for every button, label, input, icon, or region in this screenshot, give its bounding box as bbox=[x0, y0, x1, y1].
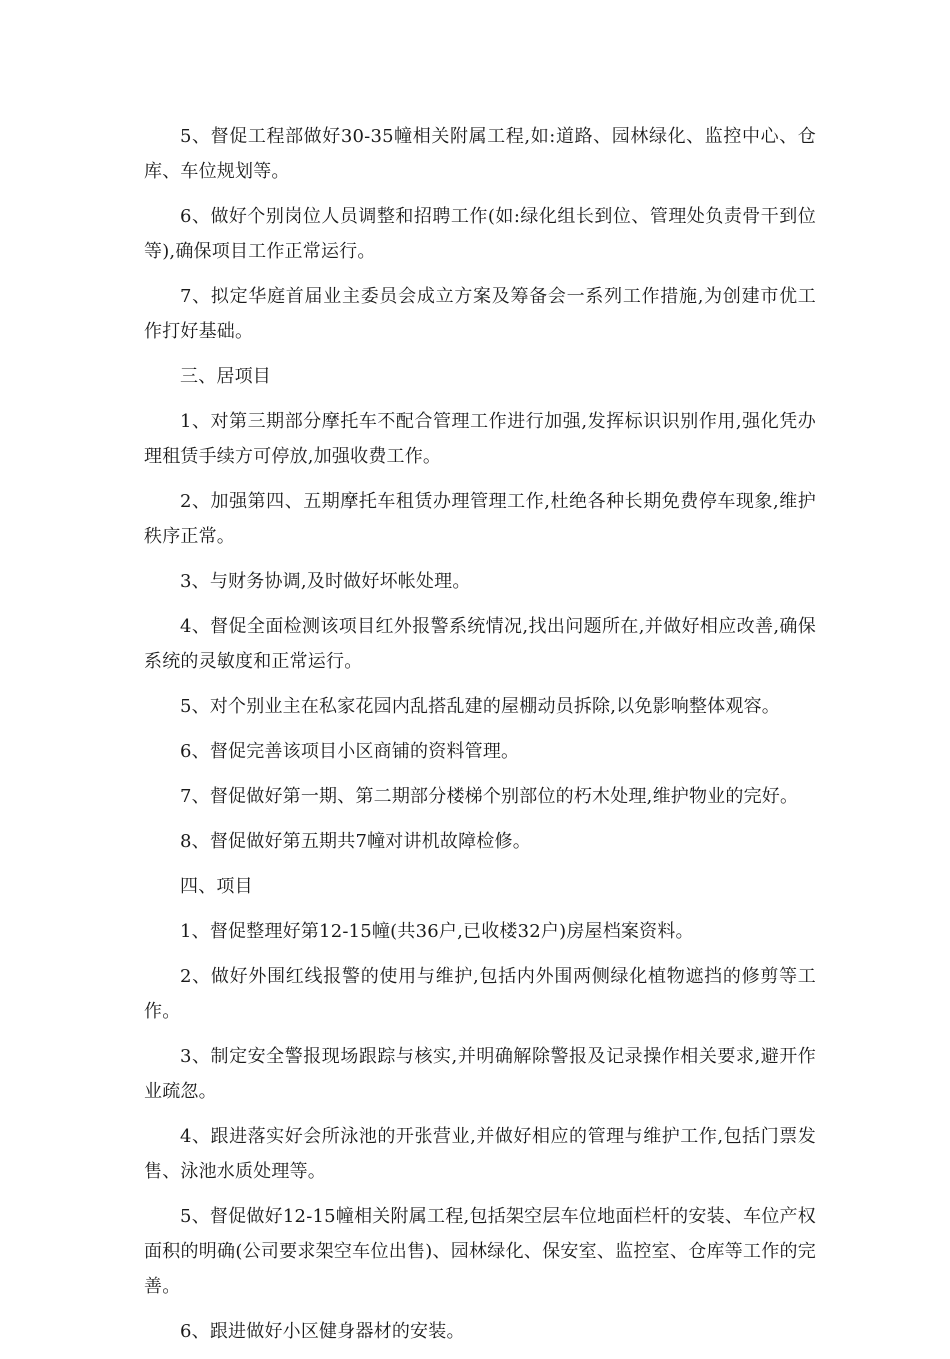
paragraph-motorcycle-rental: 2、加强第四、五期摩托车租赁办理管理工作,杜绝各种长期免费停车现象,维护秩序正常。 bbox=[144, 491, 816, 547]
paragraph-perimeter-alarm: 2、做好外围红线报警的使用与维护,包括内外围两侧绿化植物遮挡的修剪等工作。 bbox=[144, 966, 816, 1022]
paragraph-item-5-engineering: 5、督促工程部做好30-35幢相关附属工程,如:道路、园林绿化、监控中心、仓库、车位规划等。 bbox=[144, 126, 816, 182]
paragraph-item-6-staffing: 6、做好个别岗位人员调整和招聘工作(如:绿化组长到位、管理处负责骨干到位等),确保项目工作正常运行。 bbox=[144, 206, 816, 262]
paragraph-item-7-owners-committee: 7、拟定华庭首届业主委员会成立方案及筹备会一系列工作措施,为创建市优工作打好基础。 bbox=[144, 286, 816, 342]
paragraph-illegal-sheds: 5、对个别业主在私家花园内乱搭乱建的屋棚动员拆除,以免影响整体观容。 bbox=[180, 696, 780, 717]
section-heading-4: 四、项目 bbox=[180, 876, 253, 897]
paragraph-intercom-repair: 8、督促做好第五期共7幢对讲机故障检修。 bbox=[180, 831, 531, 852]
paragraph-housing-records: 1、督促整理好第12-15幢(共36户,已收楼32户)房屋档案资料。 bbox=[180, 921, 694, 942]
paragraph-ancillary-works: 5、督促做好12-15幢相关附属工程,包括架空层车位地面栏杆的安装、车位产权面积的明确(公司要求架空车位出售)、园林绿化、保安室、监控室、仓库等工作的完善。 bbox=[144, 1206, 816, 1297]
paragraph-motorcycle-management: 1、对第三期部分摩托车不配合管理工作进行加强,发挥标识识别作用,强化凭办理租赁手续方可停放,加强收费工作。 bbox=[144, 411, 816, 467]
paragraph-alarm-procedure: 3、制定安全警报现场跟踪与核实,并明确解除警报及记录操作相关要求,避开作业疏忽。 bbox=[144, 1046, 816, 1102]
section-heading-3: 三、居项目 bbox=[180, 366, 271, 387]
paragraph-shop-records: 6、督促完善该项目小区商铺的资料管理。 bbox=[180, 741, 520, 762]
paragraph-infrared-alarm: 4、督促全面检测该项目红外报警系统情况,找出问题所在,并做好相应改善,确保系统的灵敏度和正常运行。 bbox=[144, 616, 816, 672]
paragraph-bad-debt: 3、与财务协调,及时做好坏帐处理。 bbox=[180, 571, 471, 592]
paragraph-swimming-pool: 4、跟进落实好会所泳池的开张营业,并做好相应的管理与维护工作,包括门票发售、泳池水质处理等。 bbox=[144, 1126, 816, 1182]
paragraph-fitness-equipment: 6、跟进做好小区健身器材的安装。 bbox=[180, 1321, 465, 1342]
document-body bbox=[144, 119, 816, 1359]
paragraph-stair-repair: 7、督促做好第一期、第二期部分楼梯个别部位的朽木处理,维护物业的完好。 bbox=[180, 786, 799, 807]
